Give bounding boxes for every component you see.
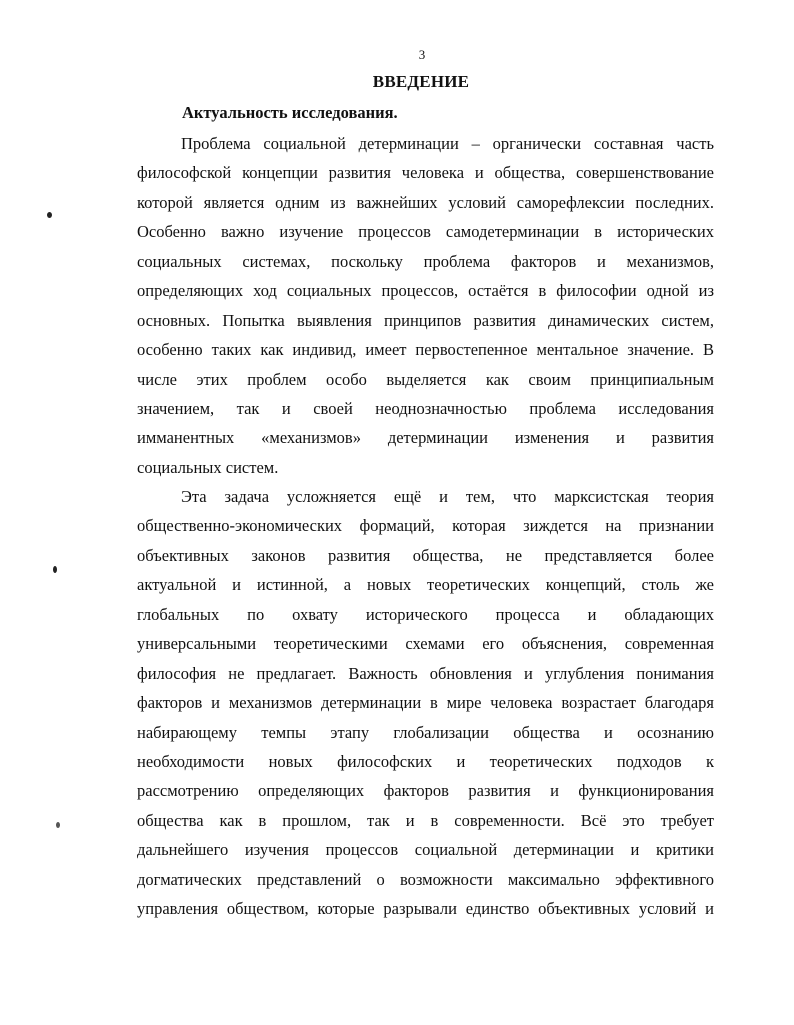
text-line: социальных системах, поскольку проблема факторов и механизмов, [137, 251, 714, 271]
text-line: которой является одним из важнейших условий саморефлексии последних. [137, 192, 714, 212]
text-line: Проблема социальной детерминации – органически составная часть [181, 134, 714, 153]
text-line: факторов и механизмов детерминации в мире человека возрастает благодаря [137, 693, 714, 713]
text-line: философия не предлагает. Важность обновления и углубления понимания [137, 663, 714, 683]
scan-artifact-dot [56, 822, 60, 828]
text-line: числе этих проблем особо выделяется как своим принципиальным [137, 369, 714, 389]
text-line: рассмотрению определяющих факторов развития и функционирования [137, 781, 714, 801]
text-line: необходимости новых философских и теоретических подходов к [137, 751, 714, 771]
text-line: глобальных по охвату исторического процесса и обладающих [137, 604, 714, 624]
text-line: особенно таких как индивид, имеет первостепенное ментальное значение. В [137, 340, 714, 360]
section-heading: ВВЕДЕНИЕ [372, 72, 470, 91]
text-line: Особенно важно изучение процессов самодетерминации в исторических [137, 222, 714, 242]
paragraph-1 [137, 129, 714, 482]
text-line: общества как в прошлом, так и в современности. Всё это требует [137, 810, 714, 830]
text-line: догматических представлений о возможности максимально эффективного [137, 869, 714, 889]
text-line: значением, так и своей неоднозначностью проблема исследования [137, 398, 714, 418]
page-number: 3 [418, 47, 426, 62]
text-line: социальных систем. [137, 457, 279, 477]
text-line: набирающему темпы этапу глобализации общества и осознанию [137, 722, 714, 742]
text-line: Эта задача усложняется ещё и тем, что марксистская теория [181, 487, 714, 506]
text-line: универсальными теоретическими схемами его объяснения, современная [137, 634, 714, 654]
text-line: имманентных «механизмов» детерминации изменения и развития [137, 428, 714, 448]
text-line: философской концепции развития человека и общества, совершенствование [137, 163, 714, 183]
text-line: объективных законов развития общества, не представляется более [137, 545, 714, 565]
text-line: общественно-экономических формаций, которая зиждется на признании [137, 516, 714, 536]
text-line: актуальной и истинной, а новых теоретических концепций, столь же [137, 575, 714, 595]
subheading: Актуальность исследования. [182, 103, 398, 122]
text-line: управления обществом, которые разрывали единство объективных условий и [137, 899, 714, 919]
text-line: основных. Попытка выявления принципов развития динамических систем, [137, 310, 714, 330]
paragraph-2 [137, 482, 714, 924]
text-line: определяющих ход социальных процессов, остаётся в философии одной из [137, 281, 714, 301]
scan-artifact-dot [53, 566, 57, 573]
scan-artifact-dot [47, 212, 52, 218]
text-line: дальнейшего изучения процессов социальной детерминации и критики [137, 840, 714, 860]
